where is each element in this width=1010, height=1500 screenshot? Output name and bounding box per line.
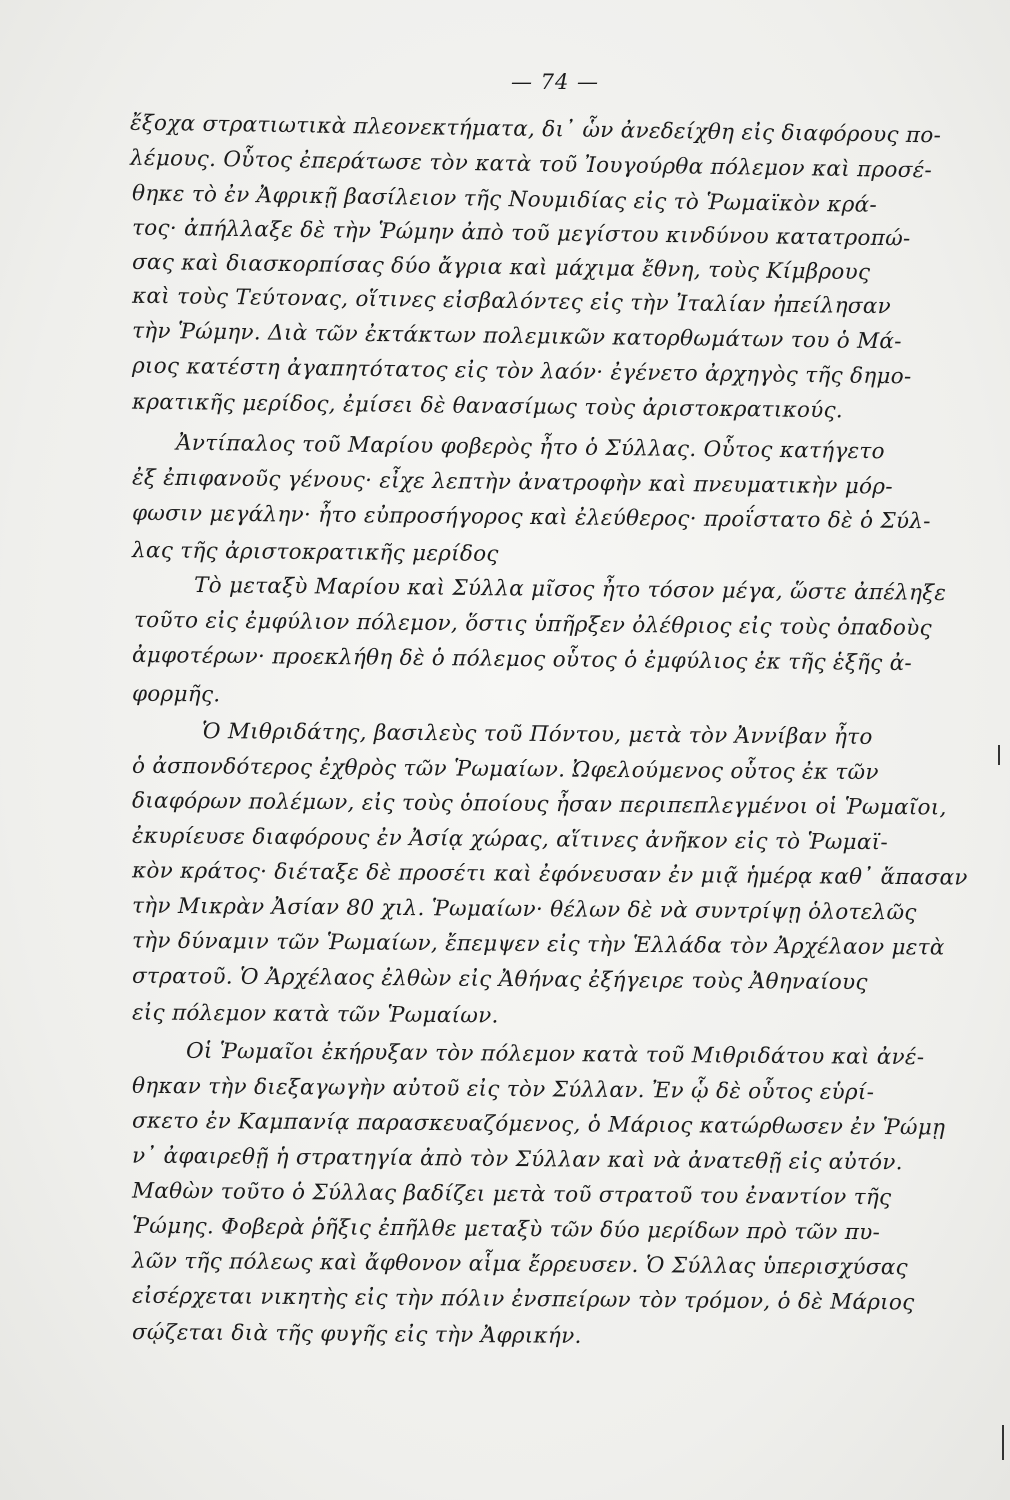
text-line: ἐξ ἐπιφανοῦς γένους· εἶχε λεπτὴν ἀνατροφὴν καὶ πνευματικὴν μόρ- [131, 465, 894, 500]
text-line: ν᾽ ἀφαιρεθῇ ἡ στρατηγία ἀπὸ τὸν Σύλλαν καὶ νὰ ἀνατεθῇ εἰς αὐτόν. [131, 1143, 903, 1176]
text-line: Τὸ μεταξὺ Μαρίου καὶ Σύλλα μῖσος ἦτο τόσον μέγα, ὥστε ἀπέληξε [193, 573, 947, 606]
text-line: σῴζεται διὰ τῆς φυγῆς εἰς τὴν Ἀφρικήν. [131, 1320, 582, 1349]
text-line: τὴν δύναμιν τῶν Ῥωμαίων, ἔπεμψεν εἰς τὴν Ἑλλάδα τὸν Ἀρχέλαον μετὰ [131, 928, 945, 961]
text-line: τος· ἀπήλλαξε δὲ τὴν Ῥώμην ἀπὸ τοῦ μεγίστου κινδύνου κατατροπώ- [131, 215, 911, 252]
text-line: τοῦτο εἰς ἐμφύλιον πόλεμον, ὅστις ὑπῆρξεν ὀλέθριος εἰς τοὺς ὀπαδοὺς [133, 607, 933, 642]
text-line: φορμῆς. [131, 681, 221, 708]
text-line: λέμους. Οὗτος ἐπεράτωσε τὸν κατὰ τοῦ Ἰουγούρθα πόλεμον καὶ προσέ- [129, 145, 933, 184]
text-line: θηκε τὸ ἐν Ἀφρικῇ βασίλειον τῆς Νουμιδίας εἰς τὸ Ῥωμαϊκὸν κρά- [131, 181, 878, 218]
text-line: Ῥώμης. Φοβερὰ ῥῆξις ἐπῆλθε μεταξὺ τῶν δύο μερίδων πρὸ τῶν πυ- [131, 1213, 881, 1246]
text-line: λας τῆς ἀριστοκρατικῆς μερίδος [131, 538, 499, 567]
text-line: διαφόρων πολέμων, εἰς τοὺς ὁποίους ἦσαν περιπεπλεγμένοι οἱ Ῥωμαῖοι, [131, 788, 947, 821]
text-line: κὸν κράτος· διέταξε δὲ προσέτι καὶ ἐφόνευσαν ἐν μιᾷ ἡμέρᾳ καθ᾽ ἅπασαν [131, 858, 968, 891]
text-line: σας καὶ διασκορπίσας δύο ἄγρια καὶ μάχιμα ἔθνη, τοὺς Κίμβρους [131, 249, 871, 286]
text-line: εἰς πόλεμον κατὰ τῶν Ῥωμαίων. [131, 1000, 499, 1029]
text-line: εἰσέρχεται νικητὴς εἰς τὴν πόλιν ἐνσπείρων τὸν τρόμον, ὁ δὲ Μάριος [131, 1283, 915, 1316]
text-line: σκετο ἐν Καμπανίᾳ παρασκευαζόμενος, ὁ Μάριος κατώρθωσεν ἐν Ῥώμῃ [131, 1108, 946, 1141]
text-line: στρατοῦ. Ὁ Ἀρχέλαος ἐλθὼν εἰς Ἀθήνας ἐξήγειρε τοὺς Ἀθηναίους [131, 963, 868, 996]
text-line: τὴν Μικρὰν Ἀσίαν 80 χιλ. Ῥωμαίων· θέλων δὲ νὰ συντρίψῃ ὁλοτελῶς [131, 893, 917, 926]
page-edge-mark [1002, 1425, 1004, 1460]
page-number: — 74 — [510, 70, 600, 94]
page-edge-mark [998, 745, 1000, 765]
text-line: τὴν Ῥώμην. Διὰ τῶν ἐκτάκτων πολεμικῶν κατορθωμάτων του ὁ Μά- [131, 318, 902, 355]
text-line: Οἱ Ῥωμαῖοι ἐκήρυξαν τὸν πόλεμον κατὰ τοῦ Μιθριδάτου καὶ ἀνέ- [185, 1038, 925, 1071]
text-line: Ὁ Μιθριδάτης, βασιλεὺς τοῦ Πόντου, μετὰ τὸν Ἀννίβαν ἦτο [201, 719, 873, 750]
text-line: ἔξοχα στρατιωτικὰ πλεονεκτήματα, δι᾽ ὧν ἀνεδείχθη εἰς διαφόρους πο- [129, 110, 942, 149]
text-line: φωσιν μεγάλην· ἦτο εὐπροσήγορος καὶ ἐλεύθερος· προΐστατο δὲ ὁ Σύλ- [131, 500, 931, 535]
text-line: κρατικῆς μερίδος, ἐμίσει δὲ θανασίμως τοὺς ἀριστοκρατικούς. [131, 389, 844, 424]
text-line: ἀμφοτέρων· προεκλήθη δὲ ὁ πόλεμος οὗτος ὁ ἐμφύλιος ἐκ τῆς ἑξῆς ἀ- [131, 642, 913, 677]
text-line: λῶν τῆς πόλεως καὶ ἄφθονον αἷμα ἔρρευσεν. Ὁ Σύλλας ὑπερισχύσας [131, 1248, 909, 1281]
text-line: ἐκυρίευσε διαφόρους ἐν Ἀσίᾳ χώρας, αἵτινες ἀνῆκον εἰς τὸ Ῥωμαϊ- [131, 823, 889, 856]
text-line: Μαθὼν τοῦτο ὁ Σύλλας βαδίζει μετὰ τοῦ στρατοῦ του ἐναντίον τῆς [131, 1178, 892, 1211]
text-line: Ἀντίπαλος τοῦ Μαρίου φοβερὸς ἦτο ὁ Σύλλας. Οὗτος κατήγετο [175, 430, 885, 465]
text-line: καὶ τοὺς Τεύτονας, οἵτινες εἰσβαλόντες εἰς τὴν Ἰταλίαν ἠπείλησαν [131, 283, 892, 320]
text-line: ριος κατέστη ἀγαπητότατος εἰς τὸν λαόν· ἐγένετο ἀρχηγὸς τῆς δημο- [131, 353, 912, 390]
text-line: θηκαν τὴν διεξαγωγὴν αὐτοῦ εἰς τὸν Σύλλαν. Ἐν ᾧ δὲ οὗτος εὑρί- [131, 1073, 875, 1106]
text-line: ὁ ἀσπονδότερος ἐχθρὸς τῶν Ῥωμαίων. Ὠφελούμενος οὗτος ἐκ τῶν [131, 753, 879, 786]
